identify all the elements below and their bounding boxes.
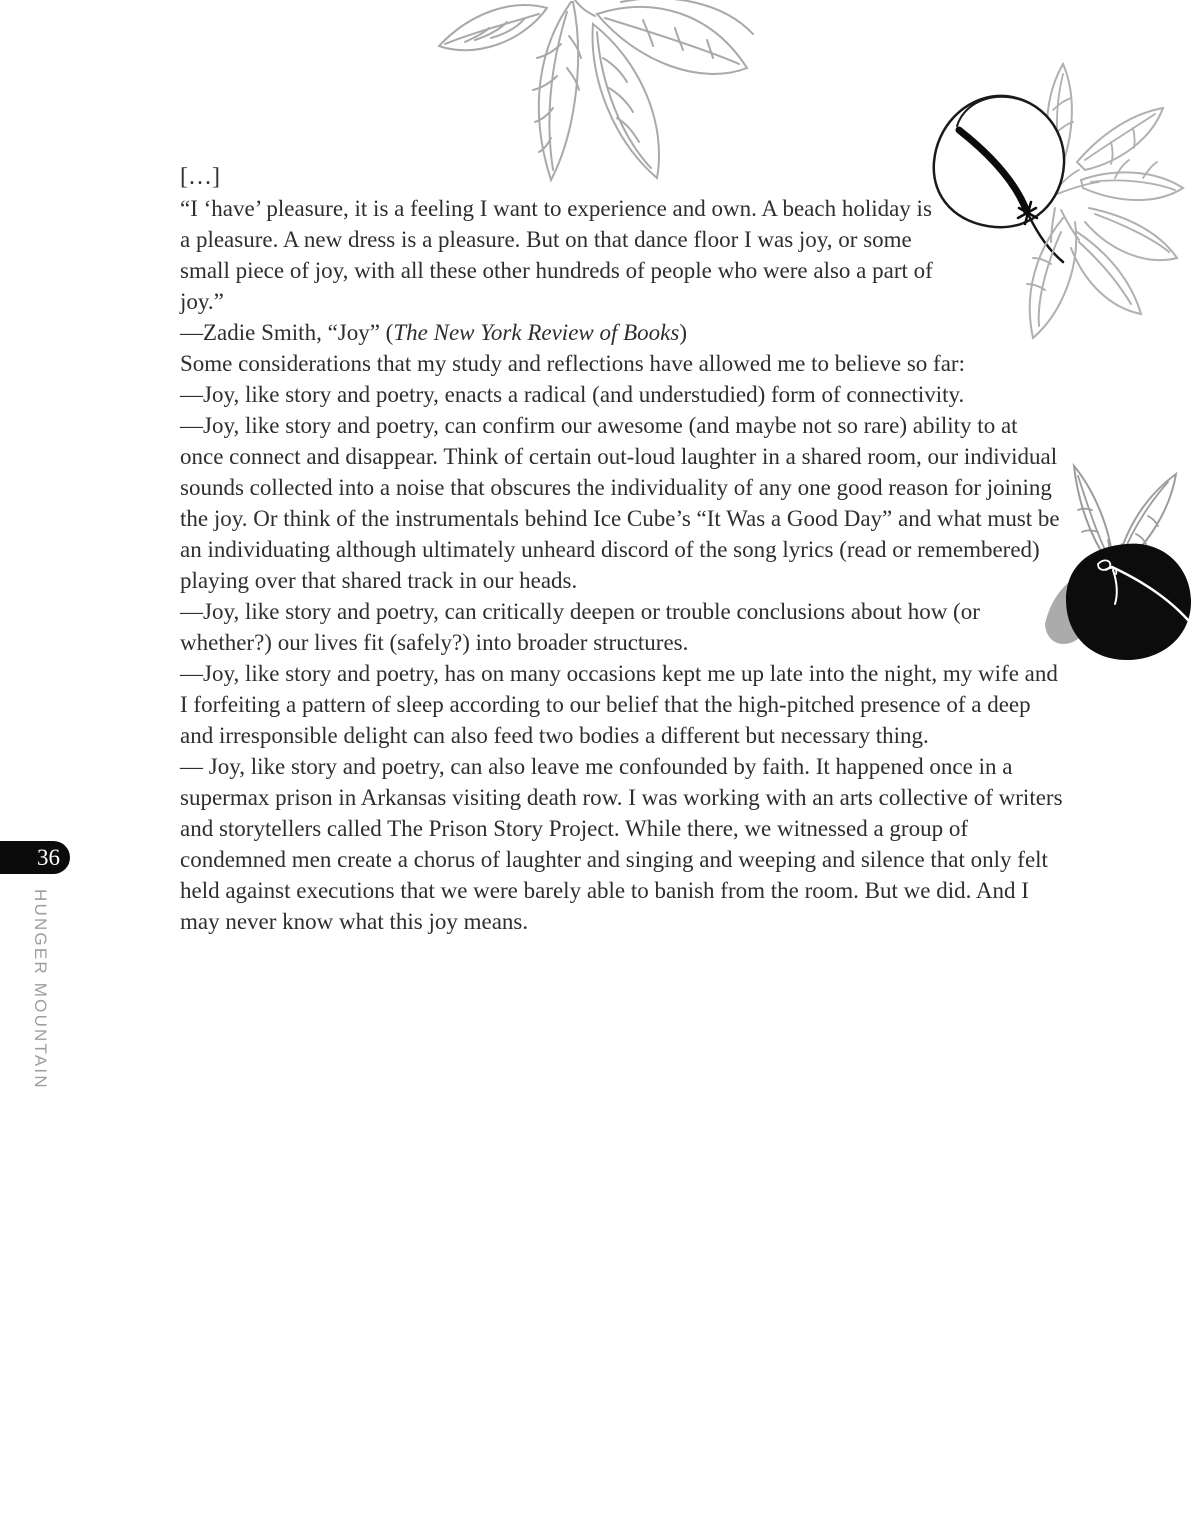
- page-number-tab: [0, 841, 70, 874]
- article-body: [180, 162, 1064, 937]
- attribution-suffix: ): [679, 320, 688, 345]
- magazine-title: HUNGER MOUNTAIN: [31, 889, 50, 1090]
- body-paragraph: —Joy, like story and poetry, has on many occasions kept me up late into the night, my wife and I forfeiting a pattern of sleep according to our belief that the high-pitched presence of a deep and irresponsible delight can also feed two bodies a different but necessary thing.: [180, 661, 1058, 748]
- page-number: 36: [37, 845, 60, 870]
- attribution-source: The New York Review of Books: [393, 320, 680, 345]
- body-paragraph: — Joy, like story and poetry, can also leave me confounded by faith. It happened once in a supermax prison in Arkansas visiting death row. I was working with an arts collective of writers and storytellers called The Prison Story Project. While there, we witnessed a group of condemned men create a chorus of laughter and singing and weeping and silence that only felt held against executions that we were barely able to banish from the room. But we did. And I may never know what this joy means.: [180, 754, 1063, 934]
- body-paragraph: —Joy, like story and poetry, can confirm our awesome (and maybe not so rare) ability to at once connect and disappear. Think of certain out-loud laughter in a shared room, our individual sounds collected into a noise that obscures the individuality of any one good reason for joining the joy. Or think of the instrumentals behind Ice Cube’s “It Was a Good Day” and what must be an individuating although ultimately unheard discord of the song lyrics (read or remembered) playing over that shared track in our heads.: [180, 413, 1060, 593]
- attribution-prefix: —Zadie Smith, “Joy” (: [180, 320, 394, 345]
- body-paragraph: —Joy, like story and poetry, can critically deepen or trouble conclusions about how (or whether?) our lives fit (safely?) into broader structures.: [180, 599, 980, 655]
- body-paragraph: —Joy, like story and poetry, enacts a radical (and understudied) form of connectivity.: [180, 382, 965, 407]
- quote-attribution: [180, 317, 1064, 348]
- ellipsis-marker: […]: [180, 164, 220, 190]
- blockquote: “I ‘have’ pleasure, it is a feeling I want to experience and own. A beach holiday is a pleasure. A new dress is a pleasure. But on that dance floor I was joy, or some small piece of joy, with all these other hundreds of people who were also a part of joy.”: [180, 196, 933, 314]
- intro-line: Some considerations that my study and reflections have allowed me to believe so far:: [180, 351, 965, 376]
